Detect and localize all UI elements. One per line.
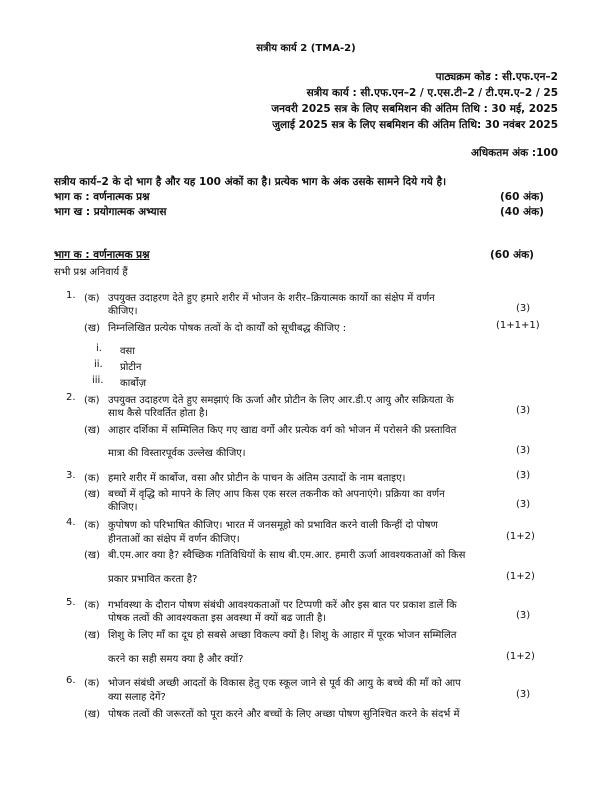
document-title: सत्रीय कार्य 2 (TMA-2) — [256, 43, 356, 54]
q2b-text-line1: आहार दर्शिका में सम्मिलित किए गए खाद्य वर्गो और प्रत्येक वर्ग को भोजन में परोसने की प्रस्तावित — [108, 425, 457, 436]
section-a-heading: भाग क : वर्णनात्मक प्रश्न — [54, 249, 150, 261]
q3b-marks: (3) — [516, 499, 531, 510]
q2b-label: (ख) — [84, 425, 100, 436]
list-item-text: कार्बोज़ — [120, 378, 146, 389]
q5a-text-line1: गर्भावस्था के दौरान पोषण संबंधी आवश्यकताओं पर टिप्पणी करें और इस बात पर प्रकाश डालें कि — [108, 600, 457, 611]
q5b-text-line2: करने का सही समय क्या है और क्यों? — [108, 654, 244, 665]
july-deadline: जुलाई 2025 सत्र के लिए सबमिशन की अंतिम तिथि: 30 नवंबर 2025 — [272, 119, 558, 131]
max-marks: अधिकतम अंक :100 — [470, 147, 558, 159]
q5-number: 5. — [66, 597, 76, 608]
list-item-num: iii. — [92, 375, 104, 386]
section-a-instruction: सभी प्रश्न अनिवार्य हैं — [54, 267, 128, 278]
q1b-text: निम्नलिखित प्रत्येक पोषक तत्वों के दो कार्यों को सूचीबद्ध कीजिए : — [108, 323, 347, 334]
q3b-label: (ख) — [84, 489, 100, 500]
q1a-label: (क) — [84, 293, 100, 304]
q4-number: 4. — [66, 517, 76, 528]
list-item-text: वसा — [120, 346, 135, 357]
q1a-marks: (3) — [516, 303, 531, 314]
q4a-marks: (1+2) — [506, 531, 535, 542]
q1a-text-line1: उपयुक्त उदाहरण देते हुए हमारे शरीर में भोजन के शरीर–क्रियात्मक कार्यो का संक्षेप में वर्णन — [108, 293, 435, 304]
intro-text: सत्रीय कार्य–2 के दो भाग है और यह 100 अंकों का है। प्रत्येक भाग के अंक उसके सामने दिये गये है। — [54, 176, 447, 188]
q2a-text-line2: साथ कैसे परिवर्तित होता है। — [108, 408, 209, 419]
q3b-text-line2: कीजिए। — [108, 502, 138, 513]
january-deadline: जनवरी 2025 सत्र के लिए सबमिशन की अंतिम तिथि : 30 मई, 2025 — [271, 103, 558, 115]
q2a-marks: (3) — [516, 405, 531, 416]
q2b-marks: (3) — [516, 445, 531, 456]
list-item-text: प्रोटीन — [120, 362, 142, 373]
course-code: पाठ्यक्रम कोड : सी.एफ.एन–2 — [435, 71, 558, 83]
q6a-marks: (3) — [516, 689, 531, 700]
q6a-label: (क) — [84, 678, 100, 689]
q3a-text: हमारे शरीर में कार्बोज, वसा और प्रोटीन के पाचन के अंतिम उत्पादों के नाम बताइए। — [108, 473, 406, 484]
q6b-text-line1: पोषक तत्वों की जरूरतों को पूरा करने और बच्चों के लिए अच्छा पोषण सुनिश्चित करने के संदर्भ में — [108, 709, 460, 720]
q2-number: 2. — [66, 392, 76, 403]
q6a-text-line1: भोजन संबंधी अच्छी आदतों के विकास हेतु एक स्कूल जाने से पूर्व की आयु के बच्चे की माँ को आप — [108, 678, 461, 689]
q4b-text-line2: प्रकार प्रभावित करता है? — [108, 574, 198, 585]
q4b-marks: (1+2) — [506, 571, 535, 582]
q4b-text-line1: बी.एम.आर क्या है? स्वैच्छिक गतिविधियों के साथ बी.एम.आर. हमारी ऊर्जा आवश्यकताओं को किस — [108, 550, 466, 561]
q5a-text-line2: पोषक तत्वों की आवश्यकता इस अवस्था में क्यों बढ जाती है। — [108, 613, 327, 624]
q1b-marks: (1+1+1) — [496, 320, 540, 331]
q3a-label: (क) — [84, 473, 100, 484]
q5a-marks: (3) — [516, 610, 531, 621]
q5b-text-line1: शिशु के लिए माँ का दूध हो सबसे अच्छा विकल्प क्यों है। शिशु के आहार में पूरक भोजन सम्मिलित — [108, 630, 457, 641]
intro-part-b-marks: (40 अंक) — [500, 206, 544, 218]
q1b-label: (ख) — [84, 323, 100, 334]
q6b-label: (ख) — [84, 709, 100, 720]
q4a-text-line2: हीनताओं का संक्षेप में वर्णन कीजिए। — [108, 534, 240, 545]
q1-number: 1. — [66, 290, 76, 301]
section-a-marks: (60 अंक) — [490, 249, 534, 261]
q6-number: 6. — [66, 675, 76, 686]
intro-part-a-marks: (60 अंक) — [500, 191, 544, 203]
q6a-text-line2: क्या सलाह देगें? — [108, 692, 166, 703]
q5a-label: (क) — [84, 600, 100, 611]
q3b-text-line1: बच्चों में वृद्धि को मापने के लिए आप किस एक सरल तकनीक को अपनाएंगे। प्रक्रिया का वर्णन — [108, 489, 445, 500]
list-item-num: i. — [96, 343, 102, 354]
q5b-marks: (1+2) — [506, 651, 535, 662]
q4b-label: (ख) — [84, 550, 100, 561]
q5b-label: (ख) — [84, 630, 100, 641]
list-item-num: ii. — [94, 359, 103, 370]
q4a-text-line1: कुपोषण को परिभाषित कीजिए। भारत में जनसमूहो को प्रभावित करने वाली किन्हीं दो पोषण — [108, 520, 438, 531]
intro-part-a-label: भाग क : वर्णनात्मक प्रश्न — [54, 191, 150, 203]
q2a-text-line1: उपयुक्त उदाहरण देते हुए समझाएं कि ऊर्जा और प्रोटीन के लिए आर.डी.ए आयु और सक्रियता के — [108, 395, 454, 406]
assignment-code: सत्रीय कार्य : सी.एफ.एन–2 / ए.एस.टी–2 / टी.एम.ए–2 / 25 — [306, 87, 558, 99]
q1a-text-line2: कीजिए। — [108, 306, 138, 317]
q2a-label: (क) — [84, 395, 100, 406]
q4a-label: (क) — [84, 520, 100, 531]
q3-number: 3. — [66, 470, 76, 481]
q2b-text-line2: मात्रा की विस्तारपूर्वक उल्लेख कीजिए। — [108, 448, 246, 459]
q3a-marks: (3) — [516, 470, 531, 481]
intro-part-b-label: भाग ख : प्रयोगात्मक अभ्यास — [54, 206, 167, 218]
